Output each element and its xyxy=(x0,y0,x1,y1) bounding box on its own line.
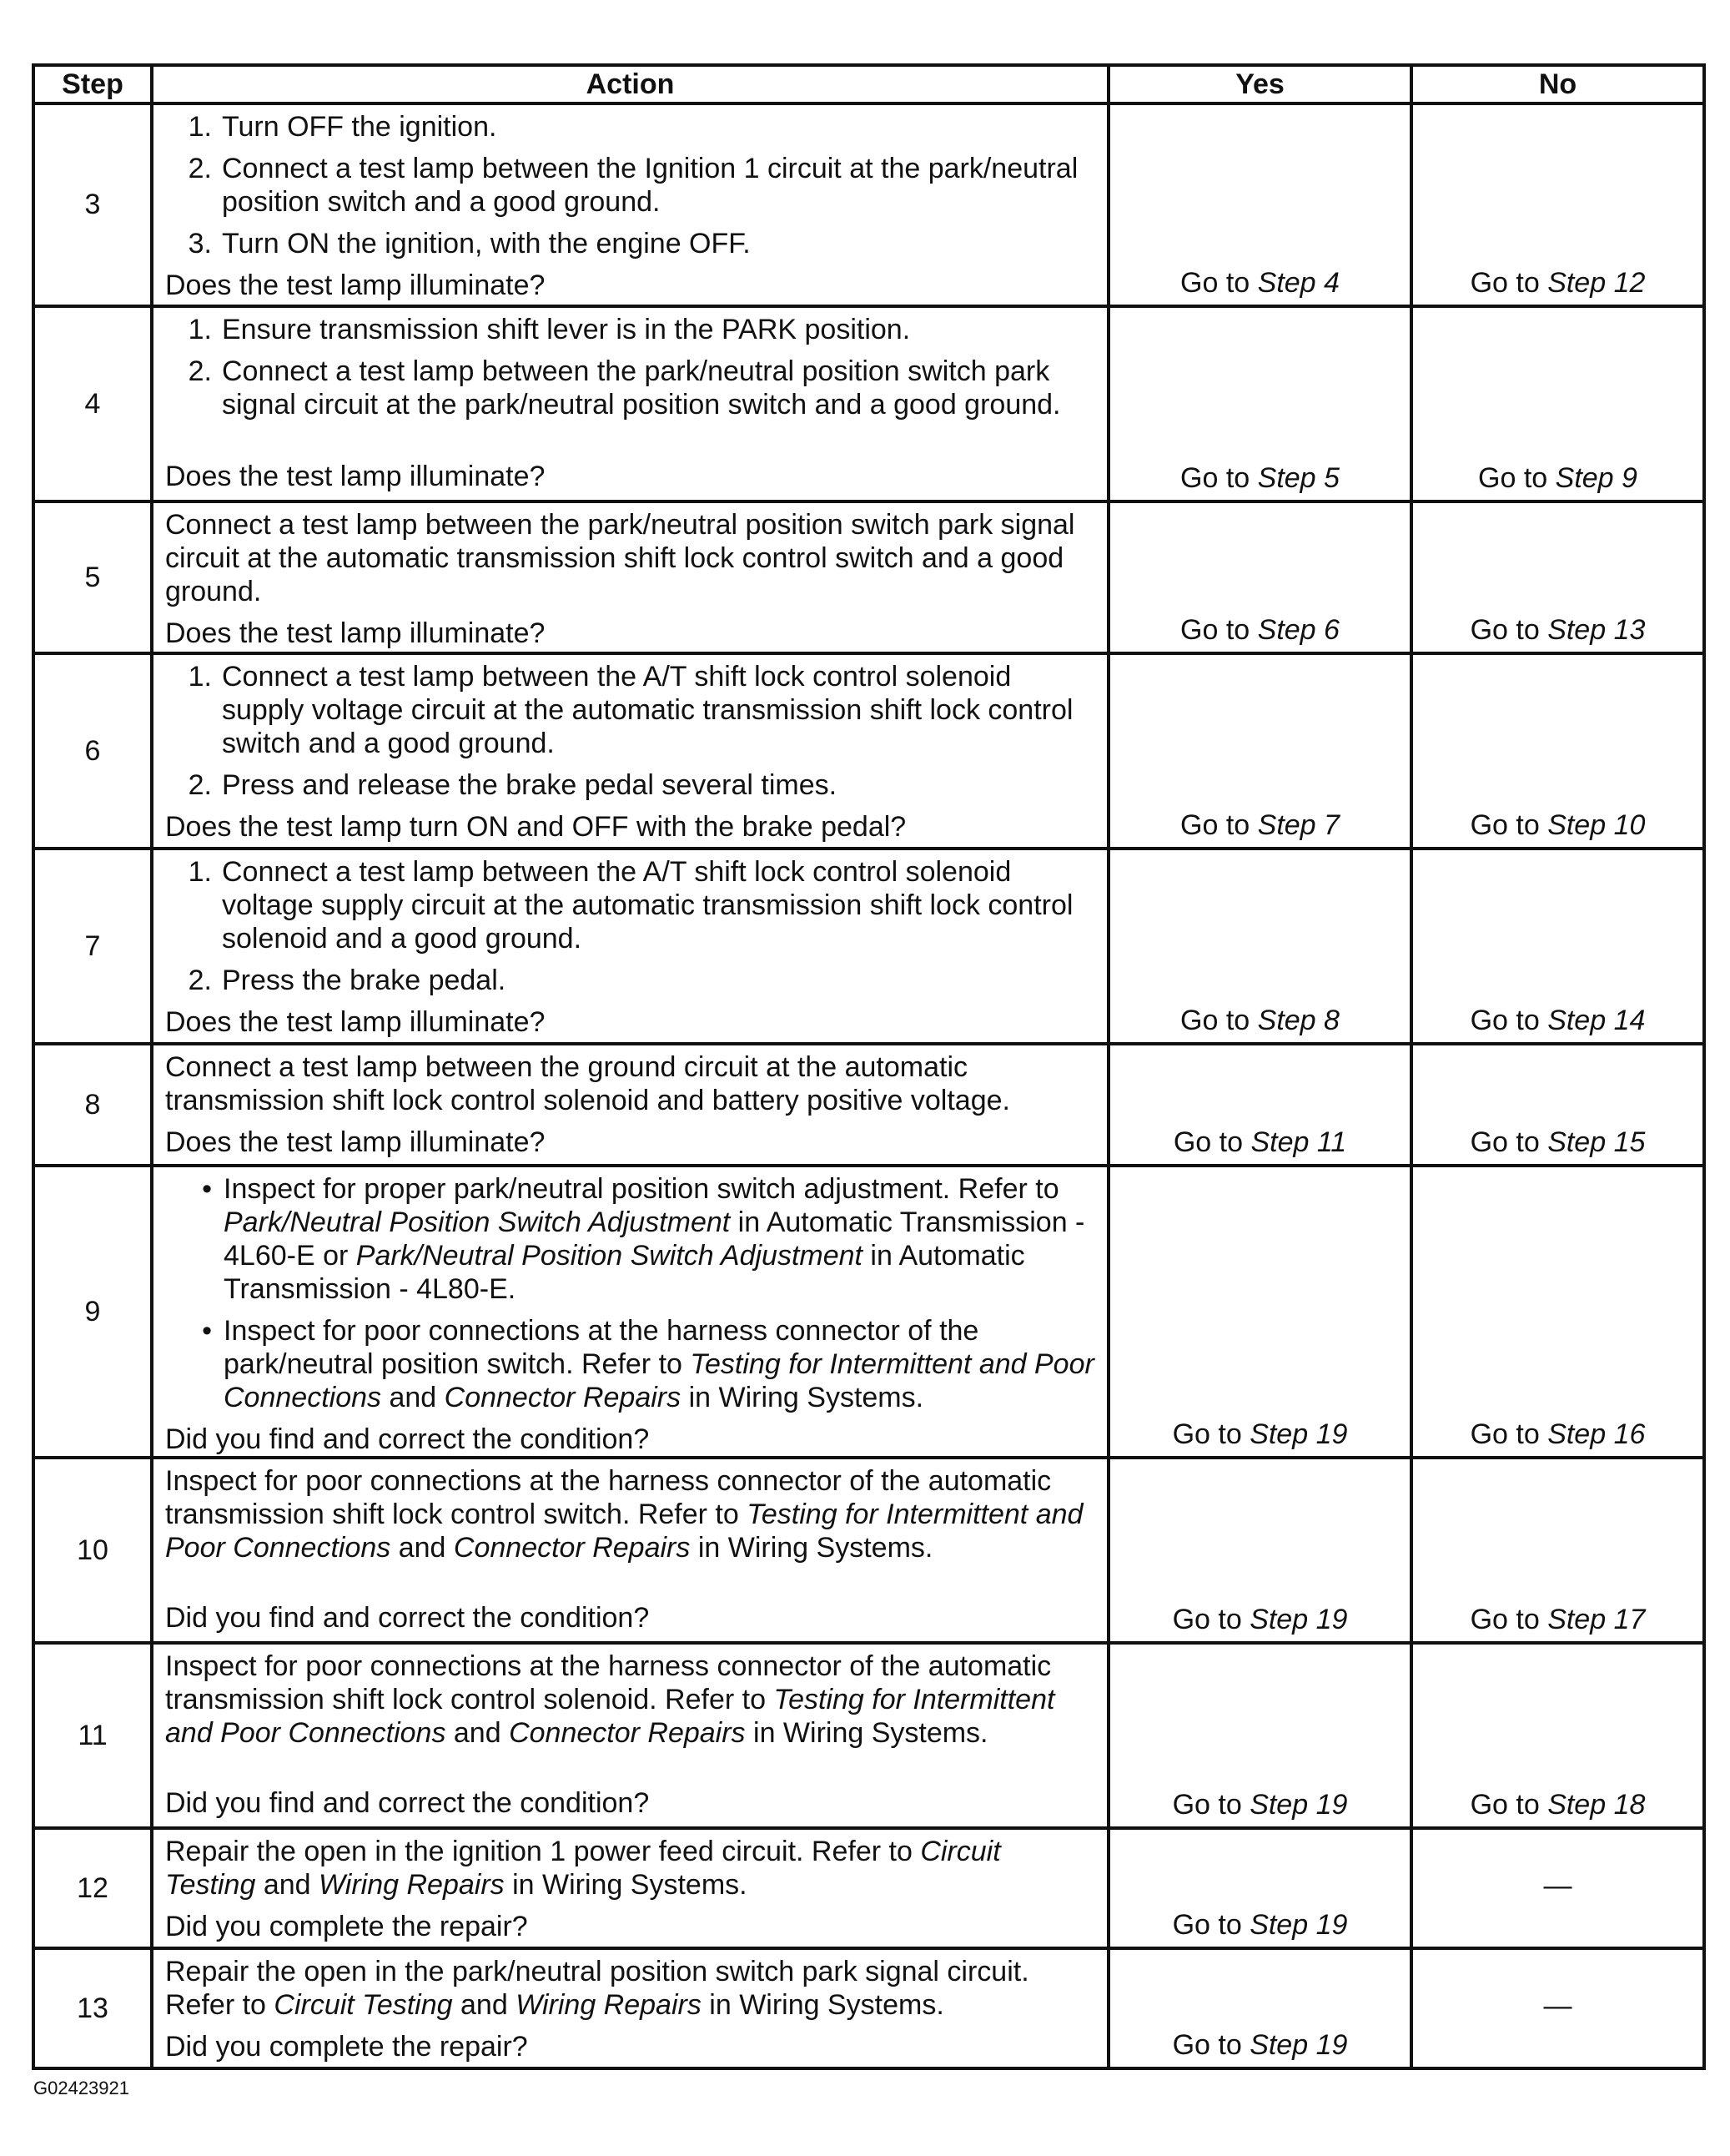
reference-link-text: Wiring Repairs xyxy=(515,1989,702,2021)
reference-link-text: Testing for Intermittent and Poor Connections xyxy=(165,1499,1084,1564)
goto-prefix: Go to xyxy=(1180,267,1258,299)
action-content xyxy=(165,313,1095,493)
goto-prefix: Go to xyxy=(1470,1604,1548,1635)
action-list-item xyxy=(165,110,1095,144)
list-number: 1. xyxy=(188,314,212,345)
goto-step-ref: Step 14 xyxy=(1547,1005,1646,1036)
action-body xyxy=(165,855,1095,1005)
no-cell xyxy=(1411,653,1704,849)
goto-step-ref: Step 11 xyxy=(1250,1126,1347,1158)
list-number: 3. xyxy=(188,228,212,259)
step-number: 9 xyxy=(33,1166,152,1458)
action-cell xyxy=(152,1458,1109,1643)
text-segment: in Wiring Systems. xyxy=(504,1869,747,1901)
question-text: Did you find and correct the condition? xyxy=(165,1423,650,1455)
action-cell xyxy=(152,1166,1109,1458)
goto-step-ref: Step 18 xyxy=(1547,1789,1646,1821)
action-cell xyxy=(152,306,1109,501)
question-text: Does the test lamp illuminate? xyxy=(165,461,546,492)
reference-link-text: Testing for Intermittent and Poor Connections xyxy=(165,1684,1055,1749)
text-segment: Inspect for poor connections at the harness connector of the automatic transmission shift lock control solenoid. Refer to xyxy=(165,1650,1052,1715)
action-content xyxy=(165,855,1095,1038)
yes-cell xyxy=(1109,501,1411,653)
text-segment: in Automatic Transmission - 4L80-E. xyxy=(224,1240,1025,1305)
goto-prefix: Go to xyxy=(1470,1418,1548,1450)
table-row xyxy=(33,1166,1704,1458)
action-body xyxy=(165,1050,1095,1126)
reference-link-text: Circuit Testing xyxy=(274,1989,453,2021)
action-paragraph xyxy=(165,1955,1095,2022)
list-number: 2. xyxy=(188,153,212,184)
action-text xyxy=(222,227,1095,260)
goto-prefix: Go to xyxy=(1470,614,1548,646)
action-content xyxy=(165,1955,1095,2063)
action-list-item xyxy=(165,768,1095,802)
text-segment: Press the brake pedal. xyxy=(222,965,506,996)
goto-prefix: Go to xyxy=(1470,1005,1548,1036)
text-segment: Press and release the brake pedal several times. xyxy=(222,769,837,801)
reference-link-text: Connector Repairs xyxy=(444,1382,681,1413)
text-segment: and xyxy=(445,1717,510,1749)
action-text xyxy=(222,110,1095,144)
goto-step-ref: Step 19 xyxy=(1250,1418,1348,1450)
diagnostic-table xyxy=(32,63,1706,2070)
question-text: Did you complete the repair? xyxy=(165,2031,528,2063)
table-row xyxy=(33,1643,1704,1828)
yes-cell xyxy=(1109,653,1411,849)
action-body xyxy=(165,313,1095,430)
action-paragraph xyxy=(165,508,1095,608)
goto-prefix: Go to xyxy=(1470,267,1548,299)
action-list-item xyxy=(165,227,1095,260)
action-list-item xyxy=(165,313,1095,346)
goto-step-ref: Step 19 xyxy=(1250,1909,1348,1941)
text-segment: in Wiring Systems. xyxy=(745,1717,988,1749)
yes-cell xyxy=(1109,103,1411,306)
reference-link-text: Connector Repairs xyxy=(509,1717,746,1749)
no-cell xyxy=(1411,306,1704,501)
list-number: 2. xyxy=(188,355,212,387)
action-list-item xyxy=(165,855,1095,955)
yes-cell xyxy=(1109,1458,1411,1643)
action-body xyxy=(165,1955,1095,2030)
action-content xyxy=(165,1835,1095,1940)
goto-prefix: Go to xyxy=(1180,1005,1258,1036)
reference-link-text: Testing for Intermittent and Poor Connections xyxy=(224,1348,1094,1413)
question-text: Did you complete the repair? xyxy=(165,1911,528,1942)
yes-cell xyxy=(1109,849,1411,1044)
action-paragraph xyxy=(165,1835,1095,1902)
reference-link-text: Park/Neutral Position Switch Adjustment xyxy=(224,1206,731,1238)
yes-cell xyxy=(1109,1828,1411,1948)
header-yes: Yes xyxy=(1109,65,1411,103)
text-segment: Ensure transmission shift lever is in the PARK position. xyxy=(222,314,911,345)
action-text xyxy=(222,768,1095,802)
yes-cell xyxy=(1109,1948,1411,2068)
action-text xyxy=(222,855,1095,955)
list-number: 1. xyxy=(188,661,212,693)
bullet-marker: • xyxy=(202,1315,212,1347)
goto-step-ref: Step 19 xyxy=(1250,1604,1348,1635)
step-number: 6 xyxy=(33,653,152,849)
list-number: 2. xyxy=(188,965,212,996)
not-applicable-dash: — xyxy=(1543,1990,1572,2022)
question-text: Did you find and correct the condition? xyxy=(165,1602,650,1634)
action-text xyxy=(222,964,1095,997)
text-segment: Connect a test lamp between the ground circuit at the automatic transmission shift lock control solenoid and battery positive voltage. xyxy=(165,1051,1010,1116)
action-list-item xyxy=(165,660,1095,760)
text-segment: in Wiring Systems. xyxy=(701,1989,944,2021)
text-segment: Repair the open in the park/neutral position switch park signal circuit. Refer to xyxy=(165,1956,1029,2021)
action-content xyxy=(165,1172,1095,1455)
text-segment: and xyxy=(390,1532,454,1564)
yes-cell xyxy=(1109,1044,1411,1166)
action-paragraph xyxy=(165,1650,1095,1750)
text-segment: Turn OFF the ignition. xyxy=(222,111,497,143)
goto-step-ref: Step 9 xyxy=(1555,462,1637,494)
no-cell xyxy=(1411,1166,1704,1458)
step-number: 11 xyxy=(33,1643,152,1828)
goto-prefix: Go to xyxy=(1478,462,1556,494)
goto-prefix: Go to xyxy=(1172,1909,1250,1941)
text-segment: Inspect for poor connections at the harness connector of the automatic transmission shift lock control switch. Refer to xyxy=(165,1465,1052,1530)
goto-step-ref: Step 7 xyxy=(1257,809,1340,841)
not-applicable-dash: — xyxy=(1543,1870,1572,1902)
action-text xyxy=(224,1172,1095,1306)
text-segment: in Wiring Systems. xyxy=(690,1532,933,1564)
text-segment: Repair the open in the ignition 1 power feed circuit. Refer to xyxy=(165,1836,921,1867)
action-body xyxy=(165,660,1095,810)
text-segment: and xyxy=(452,1989,516,2021)
action-body xyxy=(165,508,1095,617)
goto-prefix: Go to xyxy=(1470,809,1548,841)
question-text: Does the test lamp illuminate? xyxy=(165,1006,546,1038)
action-text xyxy=(222,152,1095,219)
action-list-item xyxy=(165,1314,1095,1414)
question-text: Does the test lamp turn ON and OFF with the brake pedal? xyxy=(165,811,907,843)
list-number: 1. xyxy=(188,856,212,888)
action-content xyxy=(165,110,1095,301)
action-body xyxy=(165,1172,1095,1423)
step-number: 12 xyxy=(33,1828,152,1948)
figure-id: G02423921 xyxy=(33,2078,129,2098)
table-row xyxy=(33,306,1704,501)
goto-step-ref: Step 15 xyxy=(1547,1126,1646,1158)
goto-step-ref: Step 4 xyxy=(1257,267,1340,299)
goto-step-ref: Step 12 xyxy=(1547,267,1646,299)
action-cell xyxy=(152,653,1109,849)
text-segment: Connect a test lamp between the A/T shift lock control solenoid voltage supply circuit at the automatic transmission shift lock control solenoid and a good ground. xyxy=(222,856,1074,955)
action-content xyxy=(165,1464,1095,1635)
no-cell xyxy=(1411,1044,1704,1166)
header-action: Action xyxy=(152,65,1109,103)
step-number: 5 xyxy=(33,501,152,653)
goto-prefix: Go to xyxy=(1173,1126,1251,1158)
question-text: Does the test lamp illuminate? xyxy=(165,1126,546,1158)
reference-link-text: Wiring Repairs xyxy=(319,1869,505,1901)
action-cell xyxy=(152,1828,1109,1948)
table-row xyxy=(33,653,1704,849)
action-text xyxy=(222,313,1095,346)
action-content xyxy=(165,1050,1095,1157)
text-segment: and xyxy=(381,1382,445,1413)
text-segment: Connect a test lamp between the park/neutral position switch park signal circuit at the park/neutral position switch and a good ground. xyxy=(222,355,1061,421)
goto-prefix: Go to xyxy=(1172,1789,1250,1821)
header-no: No xyxy=(1411,65,1704,103)
text-segment: Connect a test lamp between the A/T shift lock control solenoid supply voltage circuit at the automatic transmission shift lock control switch and a good ground. xyxy=(222,661,1074,759)
list-number: 1. xyxy=(188,111,212,143)
table-row xyxy=(33,1044,1704,1166)
yes-cell xyxy=(1109,1643,1411,1828)
goto-prefix: Go to xyxy=(1172,2029,1250,2061)
action-content xyxy=(165,660,1095,843)
action-paragraph xyxy=(165,1464,1095,1564)
table-body xyxy=(33,103,1704,2068)
text-segment: Inspect for poor connections at the harness connector of the park/neutral position switch. Refer to xyxy=(224,1315,979,1380)
action-content xyxy=(165,1650,1095,1820)
no-cell xyxy=(1411,1948,1704,2068)
goto-prefix: Go to xyxy=(1180,614,1258,646)
text-segment: in Automatic Transmission - 4L60-E or xyxy=(224,1206,1085,1272)
action-body xyxy=(165,1835,1095,1910)
goto-step-ref: Step 8 xyxy=(1257,1005,1340,1036)
goto-step-ref: Step 5 xyxy=(1257,462,1340,494)
goto-step-ref: Step 19 xyxy=(1250,1789,1348,1821)
no-cell xyxy=(1411,1643,1704,1828)
text-segment: and xyxy=(255,1869,319,1901)
list-number: 2. xyxy=(188,769,212,801)
question-text: Does the test lamp illuminate? xyxy=(165,270,546,301)
yes-cell xyxy=(1109,306,1411,501)
action-body xyxy=(165,1650,1095,1758)
no-cell xyxy=(1411,849,1704,1044)
yes-cell xyxy=(1109,1166,1411,1458)
action-body xyxy=(165,110,1095,269)
action-cell xyxy=(152,849,1109,1044)
text-segment: Inspect for proper park/neutral position switch adjustment. Refer to xyxy=(224,1173,1059,1205)
reference-link-text: Connector Repairs xyxy=(453,1532,691,1564)
action-list-item xyxy=(165,152,1095,219)
table-row xyxy=(33,1828,1704,1948)
goto-prefix: Go to xyxy=(1172,1604,1250,1635)
question-text: Does the test lamp illuminate? xyxy=(165,617,546,649)
goto-step-ref: Step 13 xyxy=(1547,614,1646,646)
action-cell xyxy=(152,1044,1109,1166)
step-number: 7 xyxy=(33,849,152,1044)
goto-prefix: Go to xyxy=(1470,1789,1548,1821)
reference-link-text: Circuit Testing xyxy=(165,1836,1001,1901)
goto-prefix: Go to xyxy=(1172,1418,1250,1450)
step-number: 13 xyxy=(33,1948,152,2068)
action-list-item xyxy=(165,355,1095,421)
reference-link-text: Park/Neutral Position Switch Adjustment xyxy=(355,1240,862,1272)
header-row xyxy=(33,65,1704,103)
header-step: Step xyxy=(33,65,152,103)
goto-prefix: Go to xyxy=(1470,1126,1548,1158)
step-number: 3 xyxy=(33,103,152,306)
table-row xyxy=(33,1458,1704,1643)
action-text xyxy=(222,660,1095,760)
table-row xyxy=(33,103,1704,306)
no-cell xyxy=(1411,1458,1704,1643)
text-segment: Connect a test lamp between the Ignition 1 circuit at the park/neutral position switch and a good ground. xyxy=(222,153,1079,218)
action-cell xyxy=(152,1948,1109,2068)
no-cell xyxy=(1411,1828,1704,1948)
bullet-marker: • xyxy=(202,1173,212,1205)
step-number: 4 xyxy=(33,306,152,501)
action-text xyxy=(222,355,1095,421)
goto-step-ref: Step 19 xyxy=(1250,2029,1348,2061)
table-row xyxy=(33,501,1704,653)
goto-prefix: Go to xyxy=(1180,462,1258,494)
goto-step-ref: Step 16 xyxy=(1547,1418,1646,1450)
question-text: Did you find and correct the condition? xyxy=(165,1787,650,1819)
step-number: 8 xyxy=(33,1044,152,1166)
goto-step-ref: Step 17 xyxy=(1547,1604,1646,1635)
no-cell xyxy=(1411,501,1704,653)
action-cell xyxy=(152,501,1109,653)
text-segment: Connect a test lamp between the park/neutral position switch park signal circuit at the automatic transmission shift lock control switch and a good ground. xyxy=(165,509,1075,607)
action-content xyxy=(165,508,1095,649)
goto-step-ref: Step 6 xyxy=(1257,614,1340,646)
no-cell xyxy=(1411,103,1704,306)
goto-step-ref: Step 10 xyxy=(1547,809,1646,841)
step-number: 10 xyxy=(33,1458,152,1643)
text-segment: Turn ON the ignition, with the engine OFF. xyxy=(222,228,751,259)
table-row xyxy=(33,1948,1704,2068)
text-segment: in Wiring Systems. xyxy=(681,1382,924,1413)
action-list-item xyxy=(165,964,1095,997)
action-body xyxy=(165,1464,1095,1573)
action-cell xyxy=(152,103,1109,306)
action-cell xyxy=(152,1643,1109,1828)
action-list-item xyxy=(165,1172,1095,1306)
action-text xyxy=(224,1314,1095,1414)
goto-prefix: Go to xyxy=(1180,809,1258,841)
action-paragraph xyxy=(165,1050,1095,1117)
table-row xyxy=(33,849,1704,1044)
